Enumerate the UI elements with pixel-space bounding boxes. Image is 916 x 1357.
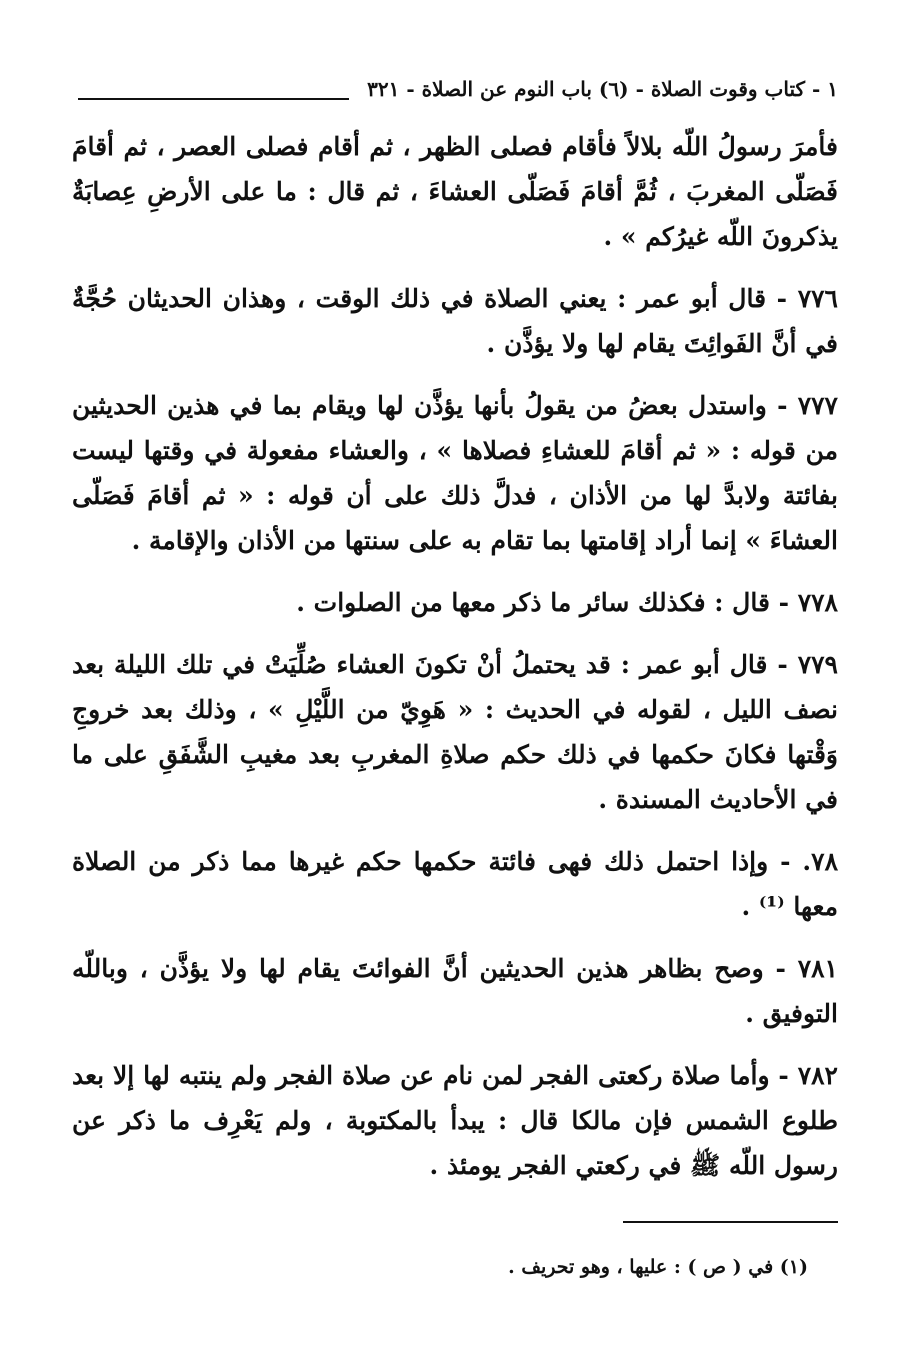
paragraph-779: ٧٧٩ - قال أبو عمر : قد يحتملُ أنْ تكونَ العشاء صُلِّيَتْ في تلك الليلة بعد نصف الليل ، لقوله في الحديث : « هَوِيّ من اللَّيْلِ » ، وذلك بعد خروجِ وَقْتها فكانَ حكمها في ذلك حكم صلاةِ المغربِ بعد مغيبِ الشَّفَقِ على ما في الأحاديث المسندة . (72, 650, 838, 814)
main-text (72, 124, 838, 1205)
paragraph-hadith-continuation: فأمرَ رسولُ اللّه بلالاً فأقام فصلى الظهر ، ثم أقام فصلى العصر ، ثم أقامَ فَصَلّى المغربَ ، ثُمَّ أقامَ فَصَلّى العشاءَ ، ثم قال : ما على الأرضِ عِصابَةٌ يذكرونَ اللّه غيرُكم » . (72, 132, 838, 251)
paragraph-777: ٧٧٧ - واستدل بعضُ من يقولُ بأنها يؤذَّن لها ويقام بما في هذين الحديثين من قوله : « ثم أقامَ للعشاءِ فصلاها » ، والعشاء مفعولة في وقتها ليست بفائتة ولابدَّ لها من الأذان ، فدلَّ ذلك على أن قوله : « ثم أقامَ فَصَلّى العشاءَ » إنما أراد إقامتها بما تقام به على سنتها من الأذان والإقامة . (72, 391, 838, 555)
paragraph-778: ٧٧٨ - قال : فكذلك سائر ما ذكر معها من الصلوات . (296, 588, 838, 617)
footnote-rule (623, 1221, 838, 1223)
paragraph-776: ٧٧٦ - قال أبو عمر : يعني الصلاة في ذلك الوقت ، وهذان الحديثان حُجَّةٌ في أنَّ الفَوائِتَ يقام لها ولا يؤذَّن . (72, 284, 838, 358)
paragraph-780: ٧٨. - وإذا احتمل ذلك فهى فائتة حكمها حكم غيرها مما ذكر من الصلاة معها ⁽¹⁾ . (72, 847, 838, 921)
running-title: ١ - كتاب وقوت الصلاة - (٦) باب النوم عن الصلاة - ٣٢١ (367, 77, 838, 101)
header-rule (78, 98, 349, 100)
page-header (78, 74, 838, 110)
paragraph-781: ٧٨١ - وصح بظاهر هذين الحديثين أنَّ الفوائتَ يقام لها ولا يؤذَّن ، وباللّه التوفيق . (72, 954, 838, 1028)
footnote: (١) في ( ص ) : عليها ، وهو تحريف . (508, 1256, 808, 1278)
paragraph-782: ٧٨٢ - وأما صلاة ركعتى الفجر لمن نام عن صلاة الفجر ولم ينتبه لها إلا بعد طلوع الشمس فإن مالكا قال : يبدأ بالمكتوبة ، ولم يَعْرِف ما ذكر عن رسول اللّه ﷺ في ركعتي الفجر يومئذ . (72, 1061, 838, 1180)
